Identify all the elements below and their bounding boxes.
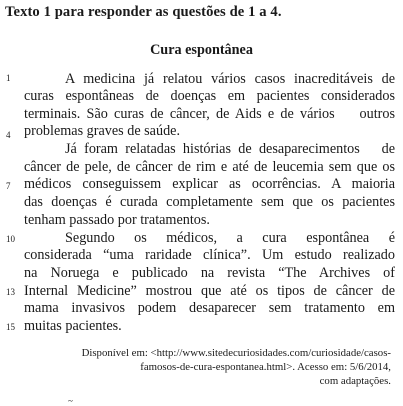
text-line-15: muitas pacientes. <box>24 318 122 334</box>
text-line-2: curas espontâneas de doenças em pacientes considerados <box>24 88 395 104</box>
line-number-15: 15 <box>6 322 15 332</box>
source-line-3: com adaptações. <box>319 375 391 387</box>
line-number-7: 7 <box>6 181 11 191</box>
source-line-2: famosos-de-cura-espontanea.html>. Acesso em: 5/6/2014, <box>140 361 391 373</box>
text-line-1: A medicina já relatou vários casos inacreditáveis de <box>65 71 395 87</box>
text-line-7: médicos conseguissem explicar as ocorrências. A maioria <box>24 176 395 192</box>
text-line-10: Segundo os médicos, a cura espontânea é <box>65 230 395 246</box>
text-line-14: mama invasivos podem desaparecer sem tratamento em <box>24 300 395 316</box>
text-line-9: tenham passado por tratamentos. <box>24 212 210 228</box>
text-line-8: das doenças é curada completamente sem que os pacientes <box>24 194 395 210</box>
text-line-3: terminais. São curas de câncer, de Aids e de vários outros <box>24 106 395 122</box>
text-line-6: câncer de pele, de câncer de rim e até de leucemia sem que os <box>24 159 395 175</box>
cut-off-text: ~ <box>68 396 73 406</box>
line-number-13: 13 <box>6 287 15 297</box>
text-line-11: considerada “uma raridade clínica”. Um estudo realizado <box>24 247 395 263</box>
line-number-10: 10 <box>6 234 15 244</box>
text-line-4: problemas graves de saúde. <box>24 123 181 139</box>
text-line-12: na Noruega e publicado na revista “The Archives of <box>24 265 395 281</box>
line-number-1: 1 <box>6 73 11 83</box>
source-line-1: Disponível em: <http://www.sitedecuriosidades.com/curiosidade/casos- <box>81 347 391 359</box>
text-line-5: Já foram relatadas histórias de desaparecimentos de <box>65 141 395 157</box>
text-title: Cura espontânea <box>150 42 253 58</box>
text-line-13: Internal Medicine” mostrou que até os tipos de câncer de <box>24 283 395 299</box>
section-header: Texto 1 para responder as questões de 1 a 4. <box>5 4 282 20</box>
line-number-4: 4 <box>6 130 11 140</box>
